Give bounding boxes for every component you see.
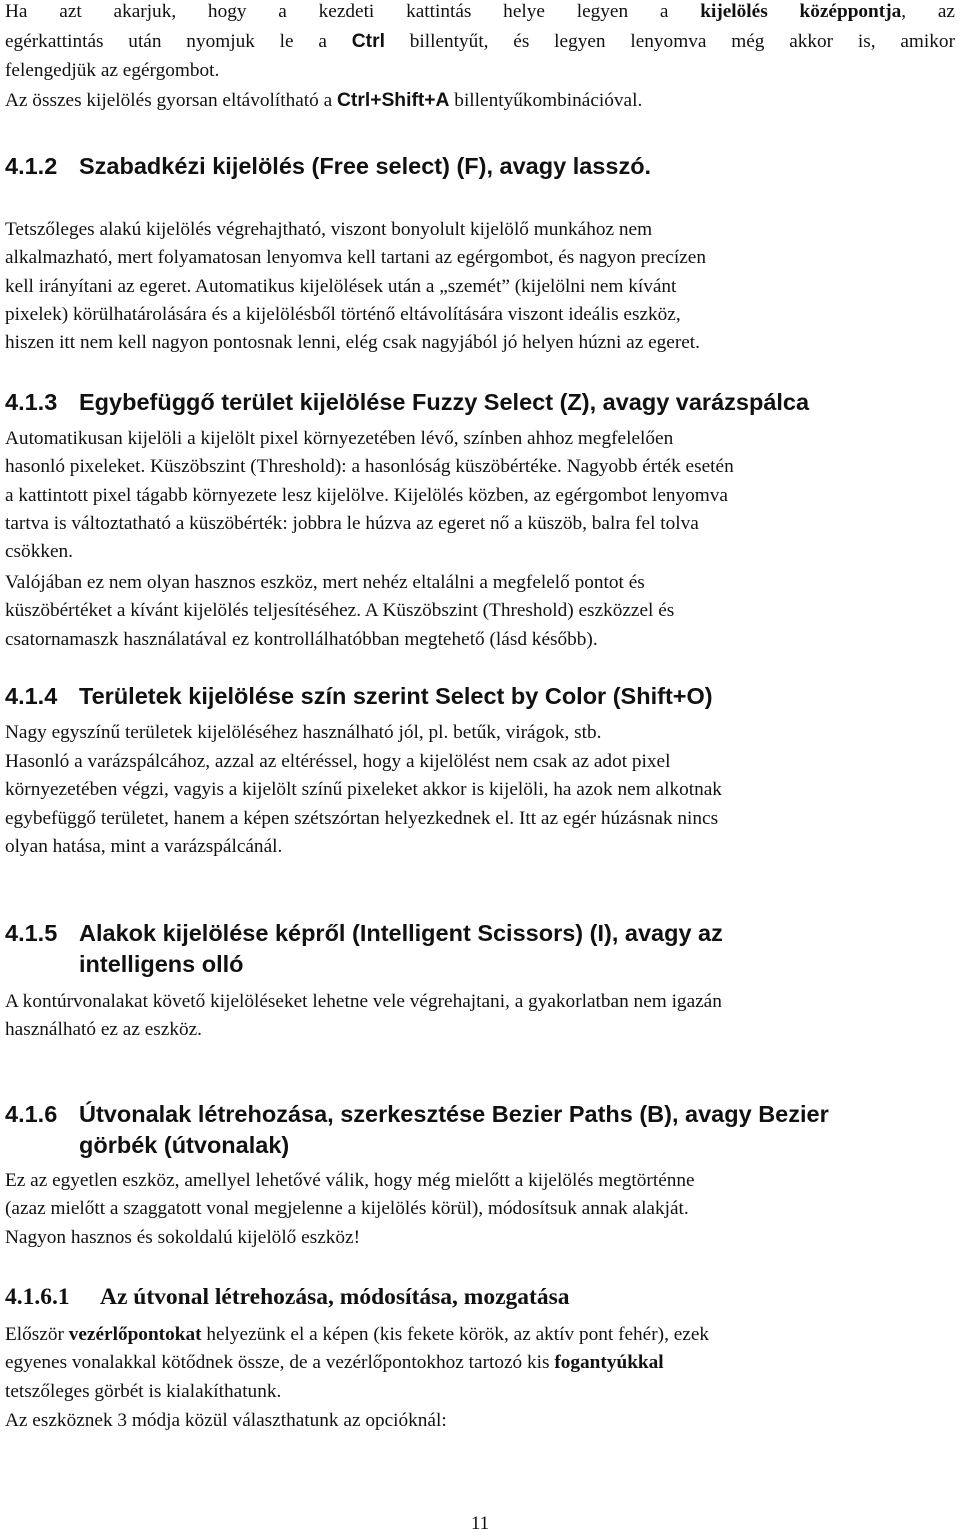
emphasis: vezérlőpontokat [68, 1324, 202, 1345]
section-4-1-5-paragraph [5, 988, 955, 1045]
section-number: 4.1.6.1 [5, 1284, 70, 1310]
text-line: Valójában ez nem olyan hasznos eszköz, mert nehéz eltalálni a megfelelő pontot és [5, 572, 645, 593]
text-line: környezetében végzi, vagyis a kijelölt színű pixeleket akkor is kijelöli, ha azok nem alkotnak [5, 779, 722, 801]
text-line: küszöbértéket a kívánt kijelölés teljesítéséhez. A Küszöbszint (Threshold) eszközzel és [5, 600, 675, 622]
text-line: pixelek) körülhatárolására és a kijelölésből történő eltávolítására viszont ideális eszköz, [5, 303, 681, 325]
section-number: 4.1.5 [5, 920, 58, 946]
section-number: 4.1.6 [5, 1101, 58, 1127]
section-4-1-3-paragraph-2 [5, 569, 955, 654]
section-number: 4.1.3 [5, 389, 58, 415]
text-line: (azaz mielőtt a szaggatott vonal megjelenne a kijelölés körül), módosítsuk annak alakját. [5, 1198, 689, 1220]
section-title: Az útvonal létrehozása, módosítása, mozgatása [100, 1284, 570, 1310]
section-number: 4.1.2 [5, 153, 58, 179]
text-line: tetszőleges görbét is kialakíthatunk. [5, 1380, 282, 1402]
section-4-1-3-paragraph-1 [5, 425, 955, 566]
text-line: csökken. [5, 541, 74, 563]
text-line: kell irányítani az egeret. Automatikus kijelölések után a „szemét” (kijelölni nem kívánt [5, 275, 677, 297]
text-line: A kontúrvonalakat követő kijelöléseket lehetne vele végrehajtani, a gyakorlatban nem igazán [5, 991, 722, 1012]
text-line: Az összes kijelölés gyorsan eltávolítható a Ctrl+Shift+A billentyűkombinációval. [5, 89, 643, 111]
text-line: a kattintott pixel tágabb környezete lesz kijelölve. Kijelölés közben, az egérgombot lenyomva [5, 484, 728, 506]
section-title-continued: görbék (útvonalak) [79, 1132, 290, 1158]
text-line: Az eszköznek 3 módja közül választhatunk az opcióknál: [5, 1410, 447, 1431]
section-title: Szabadkézi kijelölés (Free select) (F), avagy lasszó. [79, 153, 652, 179]
text-line: Nagyon hasznos és sokoldalú kijelölő eszköz! [5, 1226, 361, 1248]
section-4-1-2-paragraph [5, 216, 955, 357]
text-line: egérkattintás után nyomjuk le a Ctrl billentyűt, és legyen lenyomva még akkor is, amikor [5, 30, 955, 52]
text-line: Először vezérlőpontokat helyezünk el a képen (kis fekete körök, az aktív pont fehér), ezek [5, 1324, 710, 1345]
text-line: Ha azt akarjuk, hogy a kezdeti kattintás helye legyen a kijelölés középpontja, az [5, 1, 955, 22]
section-4-1-6-paragraph [5, 1167, 955, 1252]
section-title: Útvonalak létrehozása, szerkesztése Bezier Paths (B), avagy Bezier [79, 1101, 829, 1127]
section-heading-4-1-6 [5, 1099, 955, 1161]
text-line: hasonló pixeleket. Küszöbszint (Threshold): a hasonlóság küszöbértéke. Nagyobb érték esetén [5, 456, 734, 478]
text-line: Ez az egyetlen eszköz, amellyel lehetővé válik, hogy még mielőtt a kijelölés megtörténne [5, 1170, 695, 1191]
intro-paragraph [5, 0, 955, 56]
text-line: tartva is változtatható a küszöbérték: jobbra le húzva az egeret nő a küszöb, balra fel tolva [5, 512, 699, 534]
section-title: Területek kijelölése szín szerint Select by Color (Shift+O) [79, 683, 713, 709]
subsection-heading-4-1-6-1 [5, 1282, 955, 1313]
section-heading-4-1-2 [5, 151, 955, 182]
section-heading-4-1-4 [5, 681, 955, 712]
section-title: Egybefüggő terület kijelölése Fuzzy Select (Z), avagy varázspálca [79, 389, 810, 415]
section-4-1-4-paragraph-2 [5, 748, 955, 861]
text-line: Automatikusan kijelöli a kijelölt pixel környezetében lévő, színben ahhoz megfelelően [5, 428, 674, 449]
section-number: 4.1.4 [5, 683, 58, 709]
text-line: használható ez az eszköz. [5, 1019, 202, 1041]
page-number: 11 [470, 1513, 490, 1534]
key-ctrl: Ctrl [351, 30, 385, 52]
text-line: felengedjük az egérgombot. [5, 60, 220, 81]
text-line: Nagy egyszínű területek kijelöléséhez használható jól, pl. betűk, virágok, stb. [5, 722, 602, 743]
section-heading-4-1-3 [5, 387, 955, 418]
intro-paragraph-end [5, 56, 955, 115]
section-title: Alakok kijelölése képről (Intelligent Scissors) (I), avagy az [79, 920, 723, 946]
section-title-continued: intelligens olló [79, 951, 244, 977]
emphasis: fogantyúkkal [554, 1352, 664, 1374]
emphasis: kijelölés középpontja [700, 1, 902, 22]
text-line: alkalmazható, mert folyamatosan lenyomva kell tartani az egérgombot, és nagyon precízen [5, 247, 706, 269]
text-line: csatornamaszk használatával ez kontrollálhatóbban megtehető (lásd később). [5, 628, 598, 650]
section-4-1-6-1-paragraph-2 [5, 1407, 955, 1435]
text-line: hiszen itt nem kell nagyon pontosnak lenni, elég csak nagyjából jó helyen húzni az egeret. [5, 332, 700, 354]
section-4-1-6-1-paragraph [5, 1321, 955, 1406]
text-line: olyan hatása, mint a varázspálcánál. [5, 835, 283, 857]
text-line: egybefüggő területet, hanem a képen szétszórtan helyezkednek el. Itt az egér húzásnak nincs [5, 807, 719, 829]
text-line: egyenes vonalakkal kötődnek össze, de a vezérlőpontokhoz tartozó kis fogantyúkkal [5, 1352, 664, 1374]
text-line: Tetszőleges alakú kijelölés végrehajtható, viszont bonyolult kijelölő munkához nem [5, 219, 653, 240]
key-ctrl-shift-a: Ctrl+Shift+A [336, 89, 450, 111]
section-heading-4-1-5 [5, 918, 955, 980]
section-4-1-4-paragraph-1 [5, 719, 955, 747]
text-line: Hasonló a varázspálcához, azzal az eltéréssel, hogy a kijelölést nem csak az adot pixel [5, 751, 671, 772]
